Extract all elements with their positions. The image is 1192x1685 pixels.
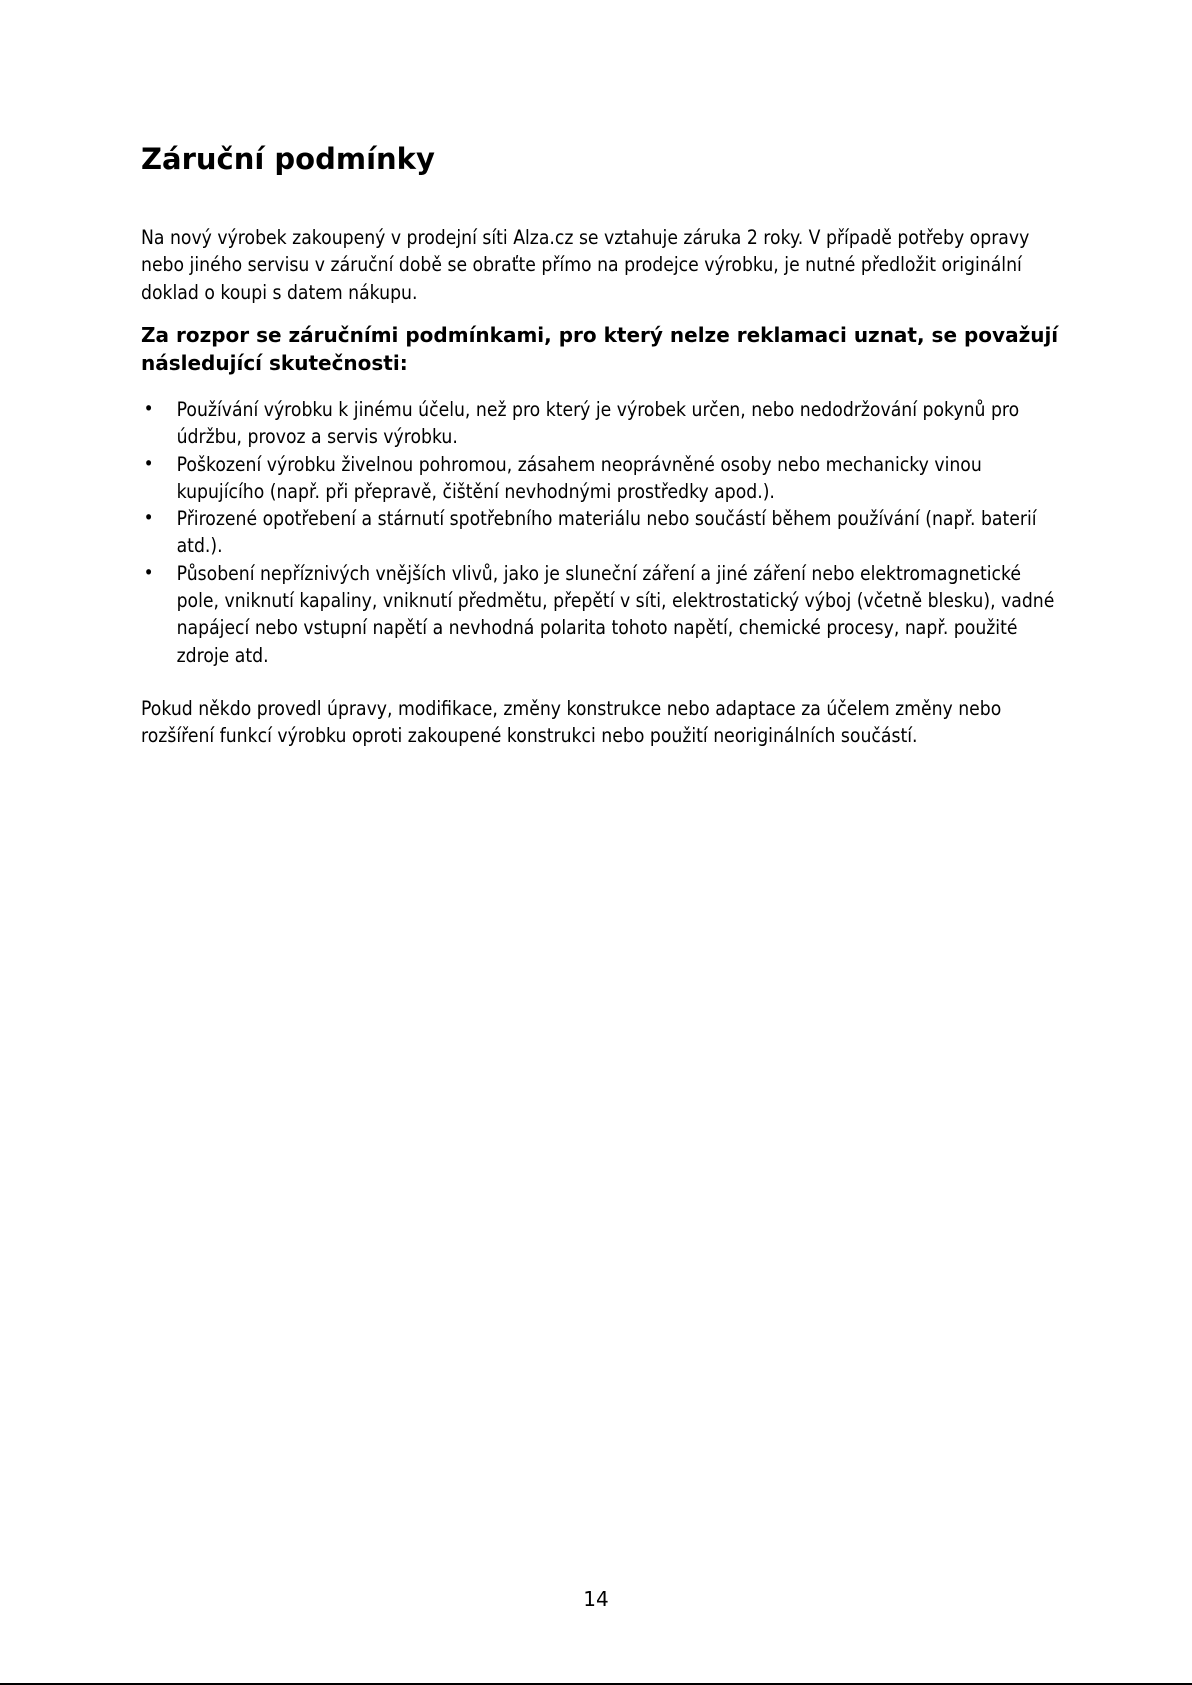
conditions-lead-heading: Za rozpor se záručními podmínkami, pro který nelze reklamaci uznat, se považují následující skutečnosti: bbox=[141, 323, 1059, 375]
list-item bbox=[141, 560, 1061, 669]
bullet-icon: • bbox=[143, 561, 154, 584]
page-number: 14 bbox=[583, 1587, 609, 1611]
list-item-text: Používání výrobku k jinému účelu, než pro který je výrobek určen, nebo nedodržování pokynů pro údržbu, provoz a servis výrobku. bbox=[176, 398, 1020, 449]
list-item bbox=[141, 451, 1061, 506]
bullet-icon: • bbox=[143, 452, 154, 475]
page-title: Záruční podmínky bbox=[141, 142, 435, 176]
bullet-icon: • bbox=[143, 398, 154, 420]
list-item-text: Přirozené opotřebení a stárnutí spotřebního materiálu nebo součástí během používání (např. baterií atd.). bbox=[176, 507, 1037, 558]
document-page bbox=[141, 0, 1061, 1685]
list-item-text: Působení nepříznivých vnějších vlivů, jako je sluneční záření a jiné záření nebo elektromagnetické pole, vniknutí kapaliny, vniknutí předmětu, přepětí v síti, elektrostatický výboj (včetně blesku), vadné napájecí nebo vstupní napětí a nevhodná polarita tohoto napětí, chemické procesy, např. použité zdroje atd. bbox=[176, 561, 1055, 667]
closing-paragraph: Pokud někdo provedl úpravy, modifikace, změny konstrukce nebo adaptace za účelem změny nebo rozšíření funkcí výrobku oproti zakoupené konstrukci nebo použití neoriginálních součástí. bbox=[141, 697, 1002, 748]
bullet-icon: • bbox=[143, 507, 154, 530]
list-item-text: Poškození výrobku živelnou pohromou, zásahem neoprávněné osoby nebo mechanicky vinou kupujícího (např. při přepravě, čištění nevhodnými prostředky apod.). bbox=[176, 452, 982, 503]
intro-paragraph: Na nový výrobek zakoupený v prodejní síti Alza.cz se vztahuje záruka 2 roky. V případě potřeby opravy nebo jiného servisu v záruční době se obraťte přímo na prodejce výrobku, je nutné předložit originální doklad o koupi s datem nákupu. bbox=[141, 226, 1030, 304]
list-item bbox=[141, 396, 1061, 451]
list-item bbox=[141, 505, 1061, 560]
exclusions-list bbox=[141, 396, 1061, 669]
